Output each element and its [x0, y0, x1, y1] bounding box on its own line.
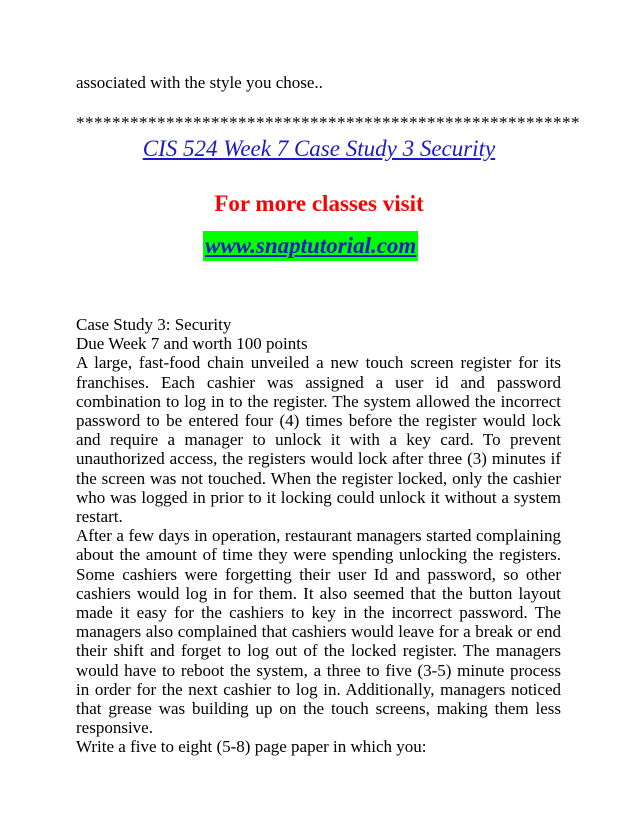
promo-text: For more classes visit [214, 191, 424, 216]
paragraph-2: After a few days in operation, restaurant managers started complaining about the amount of time they were spending unlocking the registers. Some cashiers were forgetting their user Id and password, so other cashiers would log in for them. It also seemed that the button layout made it easy for the cashiers to key in the incorrect password. The managers also complained that cashiers would leave for a break or end their shift and forget to log out of the locked register. The managers would have to reboot the system, a three to five (3-5) minute process in order for the next cashier to log in. Additionally, managers noticed that grease was building up on the touch screens, making them less responsive. [76, 526, 561, 738]
body-text [76, 315, 561, 757]
document-title-link[interactable]: CIS 524 Week 7 Case Study 3 Security [142, 136, 496, 161]
case-study-heading: Case Study 3: Security [76, 315, 232, 334]
due-line: Due Week 7 and worth 100 points [76, 334, 308, 354]
site-link-wrapper [203, 231, 418, 261]
separator-line: ******************************************************** [76, 113, 580, 132]
instruction-line: Write a five to eight (5-8) page paper in which you: [76, 737, 427, 757]
intro-line: associated with the style you chose.. [76, 73, 323, 92]
paragraph-1: A large, fast-food chain unveiled a new touch screen register for its franchises. Each cashier was assigned a user id and password combination to log in to the register. The system allowed the incorrect password to be entered four (4) times before the register would lock and require a manager to unlock it with a key card. To prevent unauthorized access, the registers would lock after three (3) minutes if the screen was not touched. When the register locked, only the cashier who was logged in prior to it locking could unlock it without a system restart. [76, 353, 561, 527]
site-link[interactable]: www.snaptutorial.com [203, 231, 418, 261]
